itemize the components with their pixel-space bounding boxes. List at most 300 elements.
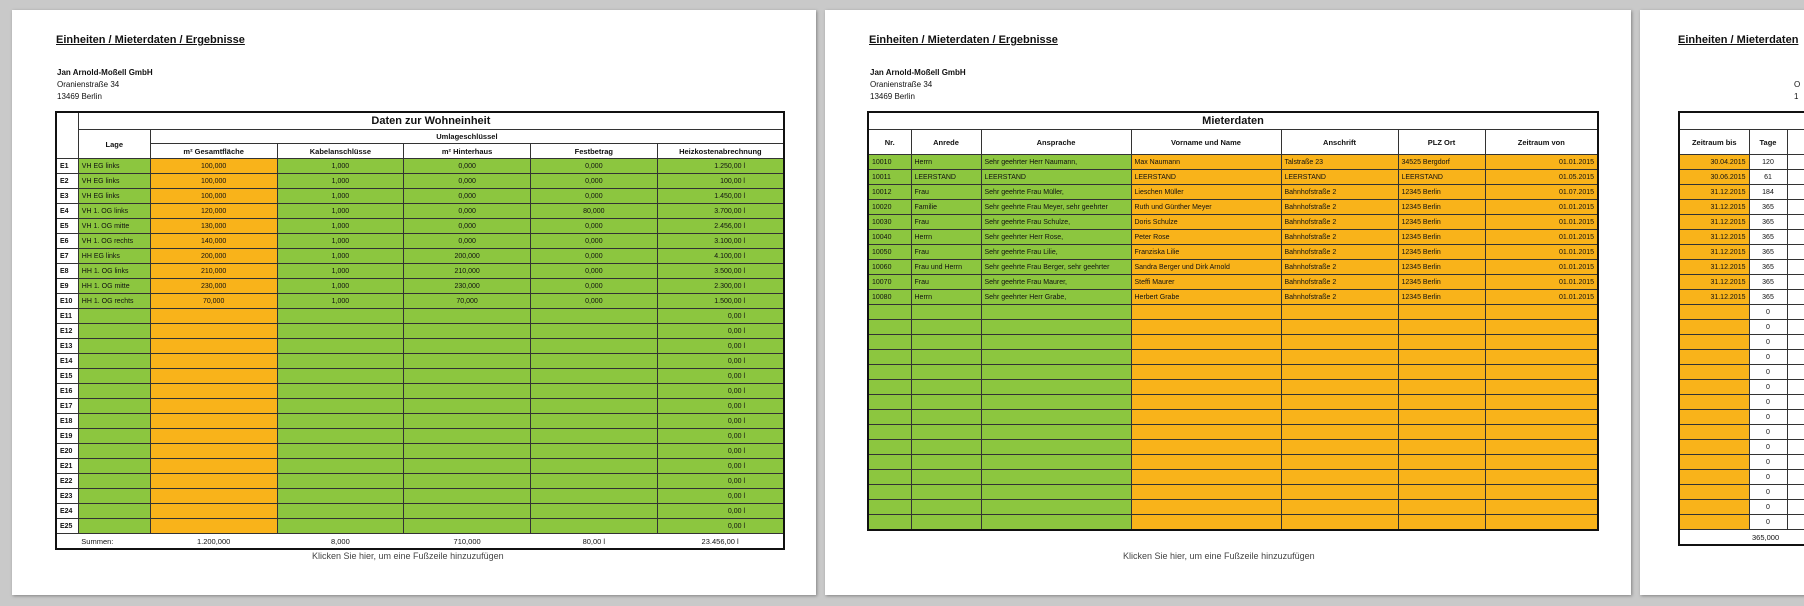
heizkosten-cell[interactable]: 0,00 l (657, 489, 784, 504)
heizkosten-cell[interactable]: 0,00 l (657, 519, 784, 534)
name-cell[interactable]: Herbert Grabe (1131, 290, 1281, 305)
lage-cell[interactable] (78, 414, 150, 429)
anrede-cell[interactable]: Herrn (911, 155, 981, 170)
hinterhaus-cell[interactable]: 0,000 (404, 234, 531, 249)
anrede-cell[interactable]: Familie (911, 200, 981, 215)
lage-cell[interactable] (78, 474, 150, 489)
hinterhaus-cell[interactable] (404, 354, 531, 369)
heizkosten-cell[interactable]: 0,00 l (657, 459, 784, 474)
plz-ort-cell[interactable]: 12345 Berlin (1398, 215, 1485, 230)
unit-id-cell[interactable]: E8 (56, 264, 78, 279)
plz-ort-cell[interactable] (1398, 365, 1485, 380)
unit-id-cell[interactable]: E3 (56, 189, 78, 204)
kabel-cell[interactable] (277, 369, 404, 384)
nr-cell[interactable]: 10060 (868, 260, 911, 275)
name-cell[interactable] (1131, 515, 1281, 531)
zeitraum-von-cell[interactable]: 01.01.2015 (1485, 215, 1598, 230)
ansprache-cell[interactable]: Sehr geehrte Frau Maurer, (981, 275, 1131, 290)
flaeche-cell[interactable] (150, 384, 277, 399)
name-cell[interactable] (1131, 320, 1281, 335)
kabel-cell[interactable] (277, 354, 404, 369)
kabel-cell[interactable] (277, 324, 404, 339)
kabel-cell[interactable]: 1,000 (277, 219, 404, 234)
plz-ort-cell[interactable] (1398, 320, 1485, 335)
plz-ort-cell[interactable] (1398, 455, 1485, 470)
nr-cell[interactable] (868, 410, 911, 425)
anschrift-cell[interactable]: Bahnhofstraße 2 (1281, 200, 1398, 215)
festbetrag-cell[interactable] (530, 474, 657, 489)
heizkosten-cell[interactable]: 0,00 l (657, 429, 784, 444)
flaeche-cell[interactable]: 140,000 (150, 234, 277, 249)
nr-cell[interactable]: 10050 (868, 245, 911, 260)
empty-cell[interactable] (1787, 500, 1804, 515)
kabel-cell[interactable] (277, 384, 404, 399)
anschrift-cell[interactable]: Bahnhofstraße 2 (1281, 260, 1398, 275)
tage-cell[interactable]: 365 (1749, 260, 1787, 275)
anschrift-cell[interactable] (1281, 425, 1398, 440)
anschrift-cell[interactable] (1281, 395, 1398, 410)
nr-cell[interactable]: 10011 (868, 170, 911, 185)
ansprache-cell[interactable] (981, 455, 1131, 470)
flaeche-cell[interactable] (150, 429, 277, 444)
name-cell[interactable]: Lieschen Müller (1131, 185, 1281, 200)
plz-ort-cell[interactable] (1398, 335, 1485, 350)
flaeche-cell[interactable]: 100,000 (150, 174, 277, 189)
zeitraum-von-cell[interactable]: 01.01.2015 (1485, 230, 1598, 245)
kabel-cell[interactable]: 1,000 (277, 249, 404, 264)
lage-cell[interactable] (78, 324, 150, 339)
plz-ort-cell[interactable] (1398, 410, 1485, 425)
unit-id-cell[interactable]: E5 (56, 219, 78, 234)
plz-ort-cell[interactable]: 12345 Berlin (1398, 230, 1485, 245)
anrede-cell[interactable] (911, 350, 981, 365)
name-cell[interactable] (1131, 335, 1281, 350)
hinterhaus-cell[interactable]: 70,000 (404, 294, 531, 309)
nr-cell[interactable]: 10020 (868, 200, 911, 215)
anschrift-cell[interactable]: Bahnhofstraße 2 (1281, 290, 1398, 305)
nr-cell[interactable] (868, 350, 911, 365)
anrede-cell[interactable] (911, 425, 981, 440)
empty-cell[interactable] (1787, 395, 1804, 410)
hinterhaus-cell[interactable] (404, 489, 531, 504)
unit-id-cell[interactable]: E2 (56, 174, 78, 189)
heizkosten-cell[interactable]: 0,00 l (657, 339, 784, 354)
zeitraum-von-cell[interactable] (1485, 320, 1598, 335)
empty-cell[interactable] (1787, 320, 1804, 335)
festbetrag-cell[interactable] (530, 354, 657, 369)
plz-ort-cell[interactable]: 12345 Berlin (1398, 185, 1485, 200)
festbetrag-cell[interactable] (530, 519, 657, 534)
name-cell[interactable]: LEERSTAND (1131, 170, 1281, 185)
lage-cell[interactable] (78, 384, 150, 399)
anrede-cell[interactable]: Frau (911, 215, 981, 230)
zeitraum-bis-cell[interactable] (1679, 470, 1749, 485)
ansprache-cell[interactable] (981, 440, 1131, 455)
nr-cell[interactable]: 10012 (868, 185, 911, 200)
ansprache-cell[interactable]: LEERSTAND (981, 170, 1131, 185)
festbetrag-cell[interactable] (530, 399, 657, 414)
heizkosten-cell[interactable]: 3.700,00 l (657, 204, 784, 219)
tage-cell[interactable]: 0 (1749, 470, 1787, 485)
unit-id-cell[interactable]: E7 (56, 249, 78, 264)
anrede-cell[interactable] (911, 320, 981, 335)
anrede-cell[interactable] (911, 380, 981, 395)
anschrift-cell[interactable] (1281, 455, 1398, 470)
flaeche-cell[interactable]: 70,000 (150, 294, 277, 309)
anrede-cell[interactable] (911, 305, 981, 320)
unit-id-cell[interactable]: E11 (56, 309, 78, 324)
heizkosten-cell[interactable]: 0,00 l (657, 324, 784, 339)
unit-id-cell[interactable]: E22 (56, 474, 78, 489)
tage-cell[interactable]: 365 (1749, 245, 1787, 260)
festbetrag-cell[interactable] (530, 459, 657, 474)
name-cell[interactable]: Max Naumann (1131, 155, 1281, 170)
kabel-cell[interactable]: 1,000 (277, 294, 404, 309)
anrede-cell[interactable] (911, 470, 981, 485)
name-cell[interactable]: Steffi Maurer (1131, 275, 1281, 290)
plz-ort-cell[interactable] (1398, 500, 1485, 515)
tage-cell[interactable]: 0 (1749, 305, 1787, 320)
heizkosten-cell[interactable]: 2.300,00 l (657, 279, 784, 294)
hinterhaus-cell[interactable]: 200,000 (404, 249, 531, 264)
festbetrag-cell[interactable]: 0,000 (530, 174, 657, 189)
zeitraum-bis-cell[interactable] (1679, 455, 1749, 470)
hinterhaus-cell[interactable] (404, 504, 531, 519)
flaeche-cell[interactable] (150, 354, 277, 369)
empty-cell[interactable] (1787, 350, 1804, 365)
unit-id-cell[interactable]: E19 (56, 429, 78, 444)
name-cell[interactable] (1131, 440, 1281, 455)
zeitraum-bis-cell[interactable]: 31.12.2015 (1679, 290, 1749, 305)
zeitraum-bis-cell[interactable]: 31.12.2015 (1679, 200, 1749, 215)
name-cell[interactable] (1131, 395, 1281, 410)
flaeche-cell[interactable] (150, 414, 277, 429)
anrede-cell[interactable] (911, 440, 981, 455)
footer-placeholder[interactable]: Klicken Sie hier, um eine Fußzeile hinzuzufügen (1123, 551, 1315, 561)
unit-id-cell[interactable]: E16 (56, 384, 78, 399)
hinterhaus-cell[interactable]: 0,000 (404, 189, 531, 204)
hinterhaus-cell[interactable]: 0,000 (404, 159, 531, 174)
zeitraum-bis-cell[interactable] (1679, 365, 1749, 380)
flaeche-cell[interactable]: 210,000 (150, 264, 277, 279)
flaeche-cell[interactable] (150, 399, 277, 414)
heizkosten-cell[interactable]: 0,00 l (657, 399, 784, 414)
name-cell[interactable] (1131, 365, 1281, 380)
anrede-cell[interactable]: Herrn (911, 230, 981, 245)
flaeche-cell[interactable]: 100,000 (150, 159, 277, 174)
hinterhaus-cell[interactable]: 0,000 (404, 204, 531, 219)
zeitraum-bis-cell[interactable] (1679, 425, 1749, 440)
zeitraum-von-cell[interactable] (1485, 455, 1598, 470)
plz-ort-cell[interactable]: LEERSTAND (1398, 170, 1485, 185)
unit-id-cell[interactable]: E18 (56, 414, 78, 429)
zeitraum-bis-cell[interactable]: 30.04.2015 (1679, 155, 1749, 170)
kabel-cell[interactable] (277, 519, 404, 534)
anschrift-cell[interactable]: LEERSTAND (1281, 170, 1398, 185)
unit-id-cell[interactable]: E14 (56, 354, 78, 369)
lage-cell[interactable] (78, 339, 150, 354)
kabel-cell[interactable]: 1,000 (277, 159, 404, 174)
ansprache-cell[interactable]: Sehr geehrter Herr Grabe, (981, 290, 1131, 305)
kabel-cell[interactable] (277, 504, 404, 519)
lage-cell[interactable] (78, 519, 150, 534)
zeitraum-von-cell[interactable] (1485, 335, 1598, 350)
nr-cell[interactable] (868, 335, 911, 350)
nr-cell[interactable]: 10010 (868, 155, 911, 170)
ansprache-cell[interactable] (981, 380, 1131, 395)
flaeche-cell[interactable]: 200,000 (150, 249, 277, 264)
unit-id-cell[interactable]: E20 (56, 444, 78, 459)
empty-cell[interactable] (1787, 170, 1804, 185)
lage-cell[interactable] (78, 354, 150, 369)
ansprache-cell[interactable] (981, 305, 1131, 320)
anrede-cell[interactable]: LEERSTAND (911, 170, 981, 185)
heizkosten-cell[interactable]: 0,00 l (657, 354, 784, 369)
lage-cell[interactable] (78, 369, 150, 384)
tage-cell[interactable]: 0 (1749, 425, 1787, 440)
flaeche-cell[interactable]: 230,000 (150, 279, 277, 294)
ansprache-cell[interactable] (981, 335, 1131, 350)
heizkosten-cell[interactable]: 1.500,00 l (657, 294, 784, 309)
tage-cell[interactable]: 0 (1749, 380, 1787, 395)
hinterhaus-cell[interactable]: 230,000 (404, 279, 531, 294)
ansprache-cell[interactable]: Sehr geehrte Frau Schulze, (981, 215, 1131, 230)
nr-cell[interactable] (868, 365, 911, 380)
plz-ort-cell[interactable]: 12345 Berlin (1398, 275, 1485, 290)
ansprache-cell[interactable]: Sehr geehrte Frau Berger, sehr geehrter (981, 260, 1131, 275)
name-cell[interactable] (1131, 305, 1281, 320)
festbetrag-cell[interactable] (530, 309, 657, 324)
nr-cell[interactable] (868, 320, 911, 335)
ansprache-cell[interactable]: Sehr geehrte Frau Müller, (981, 185, 1131, 200)
anschrift-cell[interactable] (1281, 380, 1398, 395)
empty-cell[interactable] (1787, 365, 1804, 380)
heizkosten-cell[interactable]: 100,00 l (657, 174, 784, 189)
ansprache-cell[interactable] (981, 500, 1131, 515)
empty-cell[interactable] (1787, 410, 1804, 425)
anschrift-cell[interactable] (1281, 350, 1398, 365)
nr-cell[interactable]: 10030 (868, 215, 911, 230)
ansprache-cell[interactable]: Sehr geehrter Herr Rose, (981, 230, 1131, 245)
zeitraum-von-cell[interactable]: 01.01.2015 (1485, 260, 1598, 275)
empty-cell[interactable] (1787, 290, 1804, 305)
empty-cell[interactable] (1787, 485, 1804, 500)
plz-ort-cell[interactable]: 12345 Berlin (1398, 200, 1485, 215)
tage-cell[interactable]: 0 (1749, 455, 1787, 470)
tage-cell[interactable]: 61 (1749, 170, 1787, 185)
plz-ort-cell[interactable] (1398, 470, 1485, 485)
name-cell[interactable] (1131, 380, 1281, 395)
kabel-cell[interactable] (277, 414, 404, 429)
zeitraum-bis-cell[interactable]: 31.12.2015 (1679, 275, 1749, 290)
unit-id-cell[interactable]: E9 (56, 279, 78, 294)
ansprache-cell[interactable] (981, 320, 1131, 335)
festbetrag-cell[interactable] (530, 414, 657, 429)
festbetrag-cell[interactable] (530, 339, 657, 354)
nr-cell[interactable]: 10070 (868, 275, 911, 290)
lage-cell[interactable]: VH EG links (78, 159, 150, 174)
heizkosten-cell[interactable]: 3.100,00 l (657, 234, 784, 249)
festbetrag-cell[interactable] (530, 489, 657, 504)
zeitraum-von-cell[interactable]: 01.05.2015 (1485, 170, 1598, 185)
heizkosten-cell[interactable]: 1.250,00 l (657, 159, 784, 174)
lage-cell[interactable] (78, 504, 150, 519)
ansprache-cell[interactable] (981, 470, 1131, 485)
zeitraum-bis-cell[interactable]: 31.12.2015 (1679, 215, 1749, 230)
ansprache-cell[interactable] (981, 395, 1131, 410)
unit-id-cell[interactable]: E17 (56, 399, 78, 414)
nr-cell[interactable] (868, 485, 911, 500)
unit-id-cell[interactable]: E10 (56, 294, 78, 309)
kabel-cell[interactable]: 1,000 (277, 189, 404, 204)
empty-cell[interactable] (1787, 185, 1804, 200)
anrede-cell[interactable] (911, 365, 981, 380)
zeitraum-bis-cell[interactable]: 31.12.2015 (1679, 185, 1749, 200)
plz-ort-cell[interactable] (1398, 485, 1485, 500)
zeitraum-von-cell[interactable] (1485, 410, 1598, 425)
anrede-cell[interactable] (911, 395, 981, 410)
plz-ort-cell[interactable]: 12345 Berlin (1398, 260, 1485, 275)
tage-cell[interactable]: 0 (1749, 485, 1787, 500)
empty-cell[interactable] (1787, 275, 1804, 290)
anrede-cell[interactable] (911, 410, 981, 425)
zeitraum-bis-cell[interactable]: 31.12.2015 (1679, 245, 1749, 260)
anschrift-cell[interactable] (1281, 320, 1398, 335)
anrede-cell[interactable]: Frau (911, 275, 981, 290)
plz-ort-cell[interactable] (1398, 350, 1485, 365)
anrede-cell[interactable]: Frau (911, 185, 981, 200)
name-cell[interactable] (1131, 455, 1281, 470)
zeitraum-bis-cell[interactable]: 31.12.2015 (1679, 260, 1749, 275)
festbetrag-cell[interactable]: 0,000 (530, 279, 657, 294)
tage-cell[interactable]: 365 (1749, 200, 1787, 215)
name-cell[interactable] (1131, 410, 1281, 425)
lage-cell[interactable]: VH 1. OG rechts (78, 234, 150, 249)
hinterhaus-cell[interactable] (404, 429, 531, 444)
lage-cell[interactable]: VH 1. OG mitte (78, 219, 150, 234)
zeitraum-bis-cell[interactable] (1679, 305, 1749, 320)
kabel-cell[interactable] (277, 474, 404, 489)
kabel-cell[interactable] (277, 399, 404, 414)
anrede-cell[interactable]: Herrn (911, 290, 981, 305)
ansprache-cell[interactable] (981, 365, 1131, 380)
heizkosten-cell[interactable]: 0,00 l (657, 369, 784, 384)
heizkosten-cell[interactable]: 2.456,00 l (657, 219, 784, 234)
tage-cell[interactable]: 365 (1749, 275, 1787, 290)
anschrift-cell[interactable] (1281, 515, 1398, 531)
zeitraum-von-cell[interactable] (1485, 440, 1598, 455)
zeitraum-bis-cell[interactable]: 31.12.2015 (1679, 230, 1749, 245)
lage-cell[interactable] (78, 309, 150, 324)
tage-cell[interactable]: 0 (1749, 500, 1787, 515)
ansprache-cell[interactable]: Sehr geehrte Frau Meyer, sehr geehrter (981, 200, 1131, 215)
festbetrag-cell[interactable]: 80,000 (530, 204, 657, 219)
anschrift-cell[interactable]: Talstraße 23 (1281, 155, 1398, 170)
festbetrag-cell[interactable] (530, 504, 657, 519)
lage-cell[interactable]: HH EG links (78, 249, 150, 264)
flaeche-cell[interactable] (150, 489, 277, 504)
zeitraum-bis-cell[interactable] (1679, 410, 1749, 425)
unit-id-cell[interactable]: E25 (56, 519, 78, 534)
anschrift-cell[interactable] (1281, 335, 1398, 350)
anschrift-cell[interactable] (1281, 485, 1398, 500)
festbetrag-cell[interactable]: 0,000 (530, 264, 657, 279)
zeitraum-bis-cell[interactable] (1679, 485, 1749, 500)
festbetrag-cell[interactable]: 0,000 (530, 294, 657, 309)
anschrift-cell[interactable] (1281, 470, 1398, 485)
zeitraum-von-cell[interactable] (1485, 365, 1598, 380)
unit-id-cell[interactable]: E12 (56, 324, 78, 339)
empty-cell[interactable] (1787, 440, 1804, 455)
tage-cell[interactable]: 365 (1749, 230, 1787, 245)
zeitraum-von-cell[interactable]: 01.01.2015 (1485, 290, 1598, 305)
zeitraum-bis-cell[interactable] (1679, 380, 1749, 395)
plz-ort-cell[interactable] (1398, 425, 1485, 440)
zeitraum-bis-cell[interactable]: 30.06.2015 (1679, 170, 1749, 185)
plz-ort-cell[interactable]: 12345 Berlin (1398, 245, 1485, 260)
anrede-cell[interactable] (911, 335, 981, 350)
hinterhaus-cell[interactable] (404, 474, 531, 489)
zeitraum-bis-cell[interactable] (1679, 440, 1749, 455)
nr-cell[interactable]: 10080 (868, 290, 911, 305)
kabel-cell[interactable] (277, 459, 404, 474)
kabel-cell[interactable]: 1,000 (277, 174, 404, 189)
zeitraum-von-cell[interactable]: 01.07.2015 (1485, 185, 1598, 200)
festbetrag-cell[interactable]: 0,000 (530, 249, 657, 264)
empty-cell[interactable] (1787, 200, 1804, 215)
zeitraum-bis-cell[interactable] (1679, 515, 1749, 530)
ansprache-cell[interactable] (981, 410, 1131, 425)
hinterhaus-cell[interactable] (404, 444, 531, 459)
heizkosten-cell[interactable]: 4.100,00 l (657, 249, 784, 264)
zeitraum-von-cell[interactable] (1485, 350, 1598, 365)
nr-cell[interactable] (868, 500, 911, 515)
unit-id-cell[interactable]: E21 (56, 459, 78, 474)
heizkosten-cell[interactable]: 0,00 l (657, 444, 784, 459)
zeitraum-bis-cell[interactable] (1679, 350, 1749, 365)
ansprache-cell[interactable]: Sehr geehrter Herr Naumann, (981, 155, 1131, 170)
flaeche-cell[interactable]: 100,000 (150, 189, 277, 204)
anschrift-cell[interactable] (1281, 365, 1398, 380)
heizkosten-cell[interactable]: 0,00 l (657, 474, 784, 489)
anrede-cell[interactable] (911, 500, 981, 515)
zeitraum-bis-cell[interactable] (1679, 395, 1749, 410)
empty-cell[interactable] (1787, 515, 1804, 530)
kabel-cell[interactable] (277, 339, 404, 354)
empty-cell[interactable] (1787, 260, 1804, 275)
lage-cell[interactable] (78, 459, 150, 474)
zeitraum-bis-cell[interactable] (1679, 320, 1749, 335)
kabel-cell[interactable]: 1,000 (277, 279, 404, 294)
kabel-cell[interactable] (277, 489, 404, 504)
tage-cell[interactable]: 365 (1749, 290, 1787, 305)
name-cell[interactable]: Doris Schulze (1131, 215, 1281, 230)
plz-ort-cell[interactable] (1398, 515, 1485, 531)
unit-id-cell[interactable]: E15 (56, 369, 78, 384)
flaeche-cell[interactable] (150, 309, 277, 324)
ansprache-cell[interactable] (981, 515, 1131, 531)
kabel-cell[interactable]: 1,000 (277, 204, 404, 219)
hinterhaus-cell[interactable] (404, 369, 531, 384)
hinterhaus-cell[interactable] (404, 399, 531, 414)
zeitraum-von-cell[interactable] (1485, 395, 1598, 410)
tage-cell[interactable]: 0 (1749, 395, 1787, 410)
tage-cell[interactable]: 0 (1749, 335, 1787, 350)
anschrift-cell[interactable]: Bahnhofstraße 2 (1281, 275, 1398, 290)
plz-ort-cell[interactable] (1398, 440, 1485, 455)
heizkosten-cell[interactable]: 0,00 l (657, 414, 784, 429)
anschrift-cell[interactable]: Bahnhofstraße 2 (1281, 230, 1398, 245)
